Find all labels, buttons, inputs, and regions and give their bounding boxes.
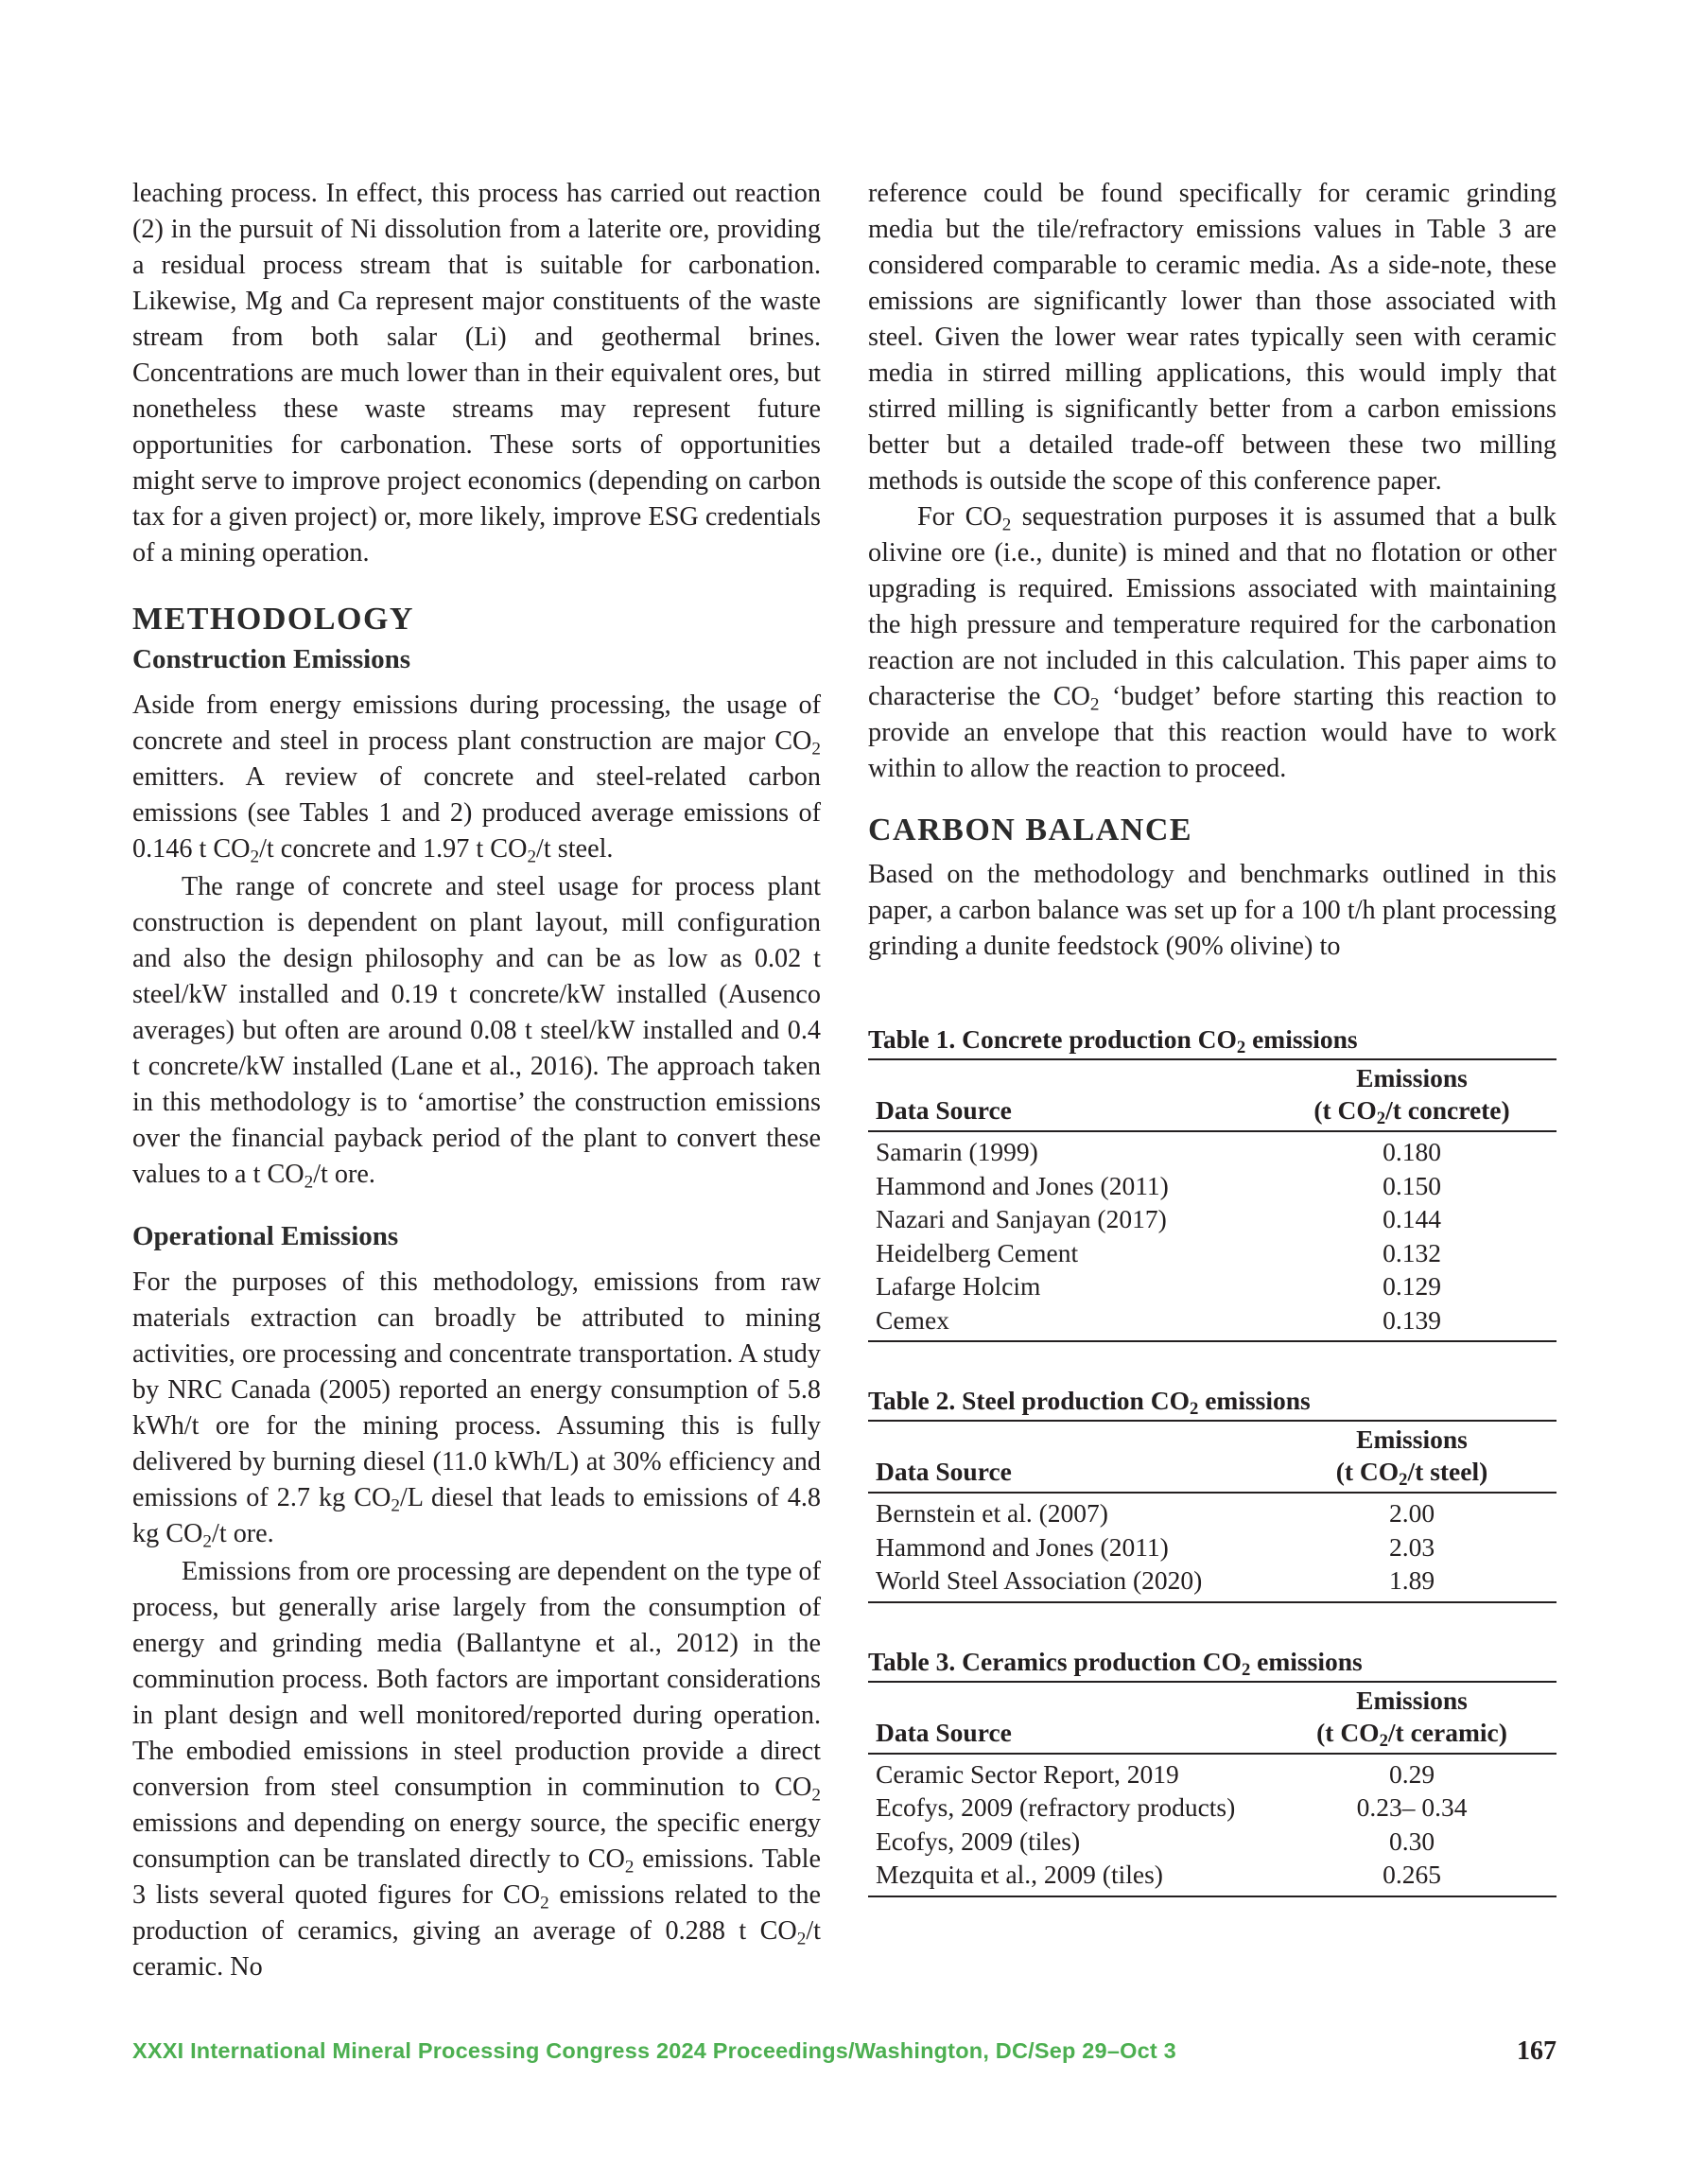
cell-emissions-value: 0.144 xyxy=(1383,1204,1441,1233)
table-row xyxy=(868,1169,1557,1203)
header-emissions-line1: Emissions xyxy=(1356,1063,1468,1092)
cell-emissions-value: 0.23– 0.34 xyxy=(1356,1792,1468,1822)
cell-data-source: Ecofys, 2009 (refractory products) xyxy=(876,1792,1236,1822)
table-row xyxy=(868,1269,1557,1303)
table-row xyxy=(868,1825,1557,1859)
cell-emissions-value: 2.03 xyxy=(1388,1531,1435,1562)
heading-methodology: METHODOLOGY xyxy=(132,602,414,637)
header-emissions-unit: (t $CO_2/t$ ceramic) xyxy=(1316,1717,1507,1751)
header-data-source: Data Source xyxy=(876,1717,1012,1747)
cell-emissions-value: 0.139 xyxy=(1383,1304,1441,1335)
cell-emissions-value: 0.265 xyxy=(1383,1860,1441,1889)
cell-data-source: Lafarge Holcim xyxy=(876,1271,1041,1301)
cell-emissions-value: 0.29 xyxy=(1388,1758,1435,1789)
cell-data-source: Hammond and Jones (2011) xyxy=(876,1170,1169,1200)
header-emissions-unit: (t $CO_2/t$ steel) xyxy=(1335,1457,1488,1491)
table-2-caption: Table 2. Steel production $CO_2$ emissions xyxy=(868,1385,1557,1422)
header-emissions-unit: (t $CO_2/t$ concrete) xyxy=(1313,1095,1510,1129)
table-3 xyxy=(868,1683,1557,1897)
table-2 xyxy=(868,1422,1557,1603)
paragraph-operational-2: Emissions from ore processing are dependent on the type of process, but generally arise largely from the consumption of energy and grinding media (Ballantyne et al., 2012) in the comminution process. Both factors are important considerations in plant design and well monitored/reported during operation. The embodied emissions in steel production provide a direct conversion from steel consumption in comminution to $CO_2$ emissions and depending on energy source, the specific energy consumption can be translated directly to $CO_2$ emissions. Table 3 lists several quoted figures for $CO_2$ emissions related to the production of ceramics, giving an average of 0.288 t $CO_2/t$ ceramic. No xyxy=(132,1557,822,1982)
subheading-construction-emissions: Construction Emissions xyxy=(132,644,411,674)
header-emissions-line1: Emissions xyxy=(1356,1685,1468,1715)
table-header-row xyxy=(868,1683,1557,1754)
cell-data-source: Bernstein et al. (2007) xyxy=(876,1498,1108,1528)
cell-emissions-value: 0.129 xyxy=(1383,1271,1441,1301)
table-header-row xyxy=(868,1422,1557,1493)
cell-emissions-value: 1.89 xyxy=(1388,1565,1435,1595)
header-data-source: Data Source xyxy=(876,1095,1012,1125)
header-data-source: Data Source xyxy=(876,1457,1012,1486)
footer-conference-title: XXXI International Mineral Processing Congress 2024 Proceedings/Washington, DC/Sep 29–Oct 3 xyxy=(132,2038,1176,2063)
table-3-block xyxy=(868,1646,1557,1897)
cell-data-source: Samarin (1999) xyxy=(876,1137,1038,1166)
table-row xyxy=(868,1754,1557,1791)
cell-data-source: Ceramic Sector Report, 2019 xyxy=(876,1758,1179,1789)
cell-emissions-value: 0.132 xyxy=(1383,1237,1441,1267)
cell-data-source: Mezquita et al., 2009 (tiles) xyxy=(876,1860,1163,1889)
left-column xyxy=(132,176,821,1985)
cell-data-source: Ecofys, 2009 (tiles) xyxy=(876,1826,1081,1856)
paragraph-operational-1: For the purposes of this methodology, emissions from raw materials extraction can broadly be attributed to mining activities, ore processing and concentrate transportation. A study by NRC Canada (2005) reported an energy consumption of 5.8 kWh/t ore for the mining process. Assuming this is fully delivered by burning diesel (11.0 kWh/L) at 30% efficiency and emissions of 2.7 kg $CO_2/L$ diesel that leads to emissions of 4.8 kg $CO_2/t$ ore. xyxy=(132,1267,821,1552)
cell-emissions-value: 0.180 xyxy=(1383,1137,1441,1166)
table-row xyxy=(868,1236,1557,1270)
cell-data-source: Hammond and Jones (2011) xyxy=(876,1531,1169,1562)
heading-carbon-balance: CARBON BALANCE xyxy=(868,812,1193,847)
paragraph-carbon-balance: Based on the methodology and benchmarks outlined in this paper, a carbon balance was set up for a 100 t/h plant processing grinding a dunite feedstock (90% olivine) to xyxy=(868,860,1557,961)
table-3-caption: Table 3. Ceramics production $CO_2$ emissions xyxy=(868,1646,1557,1683)
paragraph-leaching: leaching process. In effect, this process has carried out reaction (2) in the pursuit of Ni dissolution from a laterite ore, providing a residual process stream that is suitable for carbonation. Likewise, Mg and Ca represent major constituents of the waste stream from both salar (Li) and geothermal brines. Concentrations are much lower than in their equivalent ores, but nonetheless these waste streams may represent future opportunities for carbonation. These sorts of opportunities might serve to improve project economics (depending on carbon tax for a given project) or, more likely, improve ESG credentials of a mining operation. xyxy=(132,179,821,568)
table-2-block xyxy=(868,1385,1557,1603)
paragraph-reference: reference could be found specifically for ceramic grinding media but the tile/refractory emissions values in Table 3 are considered comparable to ceramic media. As a side-note, these emissions are significantly lower than those associated with steel. Given the lower wear rates typically seen with ceramic media in stirred milling applications, this would imply that stirred milling is significantly better from a carbon emissions better but a detailed trade-off between these two milling methods is outside the scope of this conference paper. xyxy=(868,179,1557,496)
header-emissions xyxy=(1267,1422,1557,1493)
subheading-operational-emissions: Operational Emissions xyxy=(132,1221,399,1251)
paragraph-construction-2: The range of concrete and steel usage for process plant construction is dependent on plant layout, mill configuration and also the design philosophy and can be as low as 0.02 t steel/kW installed and 0.19 t concrete/kW installed (Ausenco averages) but often are around 0.08 t steel/kW installed and 0.4 t concrete/kW installed (Lane et al., 2016). The approach taken in this methodology is to ‘amortise’ the construction emissions over the financial payback period of the plant to convert these values to a t $CO_2/t$ ore. xyxy=(132,872,821,1193)
paragraph-sequestration: For $CO_2$ sequestration purposes it is assumed that a bulk olivine ore (i.e., dunite) is mined and that no flotation or other upgrading is required. Emissions associated with maintaining the high pressure and temperature required for the carbonation reaction are not included in this calculation. This paper aims to characterise the $CO_2$ ‘budget’ before starting this reaction to provide an envelope that this reaction would have to work within to allow the reaction to proceed. xyxy=(868,502,1557,783)
table-row xyxy=(868,1791,1557,1825)
header-emissions xyxy=(1267,1060,1557,1131)
cell-data-source: Cemex xyxy=(876,1304,949,1335)
table-1-block xyxy=(868,1023,1557,1342)
header-emissions-line1: Emissions xyxy=(1356,1424,1468,1454)
cell-emissions-value: 0.30 xyxy=(1388,1826,1435,1856)
cell-emissions-value: 2.00 xyxy=(1388,1498,1435,1528)
right-column xyxy=(868,176,1557,1897)
page-footer xyxy=(132,2038,1557,2072)
cell-data-source: World Steel Association (2020) xyxy=(876,1565,1203,1595)
table-header-row xyxy=(868,1060,1557,1131)
page-number: 167 xyxy=(1517,2036,1557,2066)
table-1 xyxy=(868,1060,1557,1342)
cell-data-source: Heidelberg Cement xyxy=(876,1237,1079,1267)
table-row xyxy=(868,1131,1557,1169)
table-1-caption: Table 1. Concrete production $CO_2$ emissions xyxy=(868,1023,1557,1060)
table-row xyxy=(868,1202,1557,1236)
table-row xyxy=(868,1530,1557,1564)
cell-emissions-value: 0.150 xyxy=(1383,1170,1441,1200)
table-row xyxy=(868,1303,1557,1342)
table-row xyxy=(868,1493,1557,1530)
paragraph-construction-1: Aside from energy emissions during processing, the usage of concrete and steel in process plant construction are major $CO_2$ emitters. A review of concrete and steel-related carbon emissions (see Tables 1 and 2) produced average emissions of 0.146 t $CO_2/t$ concrete and 1.97 t $CO_2/t$ steel. xyxy=(132,690,821,867)
table-row xyxy=(868,1858,1557,1896)
table-row xyxy=(868,1564,1557,1602)
cell-data-source: Nazari and Sanjayan (2017) xyxy=(876,1204,1167,1233)
header-emissions xyxy=(1267,1683,1557,1754)
